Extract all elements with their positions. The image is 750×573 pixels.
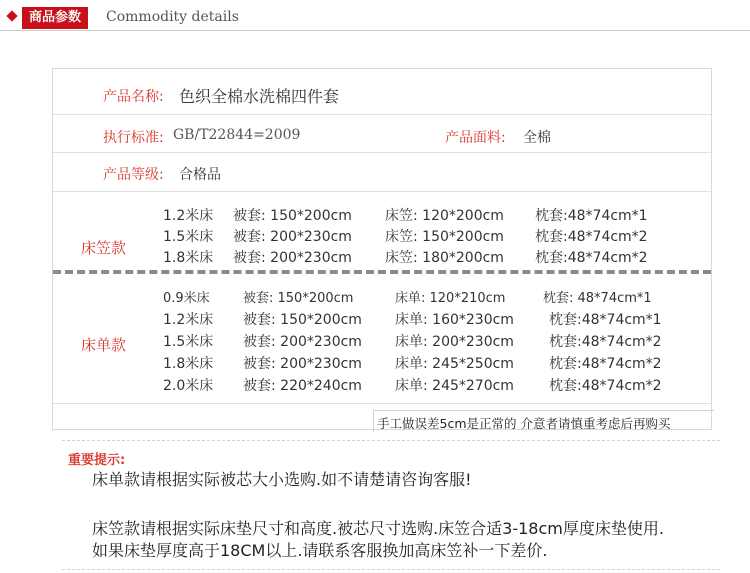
row-divider (53, 191, 711, 192)
row-divider (53, 152, 711, 153)
tips-box (62, 440, 720, 570)
standard-value: GB/T22844=2009 (173, 127, 301, 143)
fitted-size: 1.8米床 (163, 250, 214, 266)
fitted-quilt: 被套: 150*200cm (233, 208, 352, 224)
fitted-pillow: 枕套:48*74cm*2 (535, 229, 648, 245)
fitted-sheet: 床笠: 120*200cm (385, 208, 504, 224)
section-tag: 商品参数 (22, 7, 88, 29)
flat-sheet: 床单: 245*270cm (395, 378, 514, 394)
flat-pillow: 枕套: 48*74cm*1 (543, 291, 652, 306)
flat-pillow: 枕套:48*74cm*2 (549, 356, 662, 372)
flat-sheet: 床单: 120*210cm (395, 291, 506, 306)
fitted-size: 1.2米床 (163, 208, 214, 224)
standard-label: 执行标准: (103, 130, 164, 146)
fitted-label: 床笠款 (81, 239, 127, 257)
flat-size: 2.0米床 (163, 378, 214, 394)
grade-value: 合格品 (179, 167, 221, 183)
tolerance-note: 手工做误差5cm是正常的 介意者请慎重考虑后再购买 (377, 416, 671, 431)
flat-size: 0.9米床 (163, 291, 210, 306)
tip-line: 床单款请根据实际被芯大小选购.如不请楚请咨询客服! (92, 470, 472, 489)
header-divider (0, 30, 750, 31)
flat-quilt: 被套: 150*200cm (243, 312, 362, 328)
fabric-value: 全棉 (523, 130, 551, 146)
flat-size: 1.8米床 (163, 356, 214, 372)
flat-sheet: 床单: 200*230cm (395, 334, 514, 350)
flat-quilt: 被套: 200*230cm (243, 356, 362, 372)
name-label: 产品名称: (103, 89, 164, 105)
spec-panel (52, 68, 712, 430)
tip-line: 床笠款请根据实际床垫尺寸和高度.被芯尺寸选购.床笠合适3-18cm厚度床垫使用. (92, 519, 664, 538)
flat-quilt: 被套: 220*240cm (243, 378, 362, 394)
diamond-icon (6, 10, 17, 21)
tips-title: 重要提示: (68, 453, 126, 468)
fitted-sheet: 床笠: 180*200cm (385, 250, 504, 266)
flat-label: 床单款 (81, 336, 127, 354)
flat-pillow: 枕套:48*74cm*1 (549, 312, 662, 328)
section-subtitle: Commodity details (106, 9, 239, 25)
fabric-label: 产品面料: (445, 130, 506, 146)
flat-quilt: 被套: 150*200cm (243, 291, 354, 306)
flat-quilt: 被套: 200*230cm (243, 334, 362, 350)
section-header (0, 0, 750, 40)
section-dashed-divider (53, 270, 711, 274)
row-divider (53, 114, 711, 115)
fitted-quilt: 被套: 200*230cm (233, 250, 352, 266)
tip-line: 如果床垫厚度高于18CM以上.请联系客服换加高床笠补一下差价. (92, 541, 548, 560)
flat-size: 1.5米床 (163, 334, 214, 350)
flat-sheet: 床单: 160*230cm (395, 312, 514, 328)
flat-sheet: 床单: 245*250cm (395, 356, 514, 372)
fitted-pillow: 枕套:48*74cm*1 (535, 208, 648, 224)
fitted-sheet: 床笠: 150*200cm (385, 229, 504, 245)
flat-pillow: 枕套:48*74cm*2 (549, 378, 662, 394)
fitted-pillow: 枕套:48*74cm*2 (535, 250, 648, 266)
name-value: 色织全棉水洗棉四件套 (179, 87, 340, 106)
grade-label: 产品等级: (103, 167, 164, 183)
fitted-size: 1.5米床 (163, 229, 214, 245)
flat-pillow: 枕套:48*74cm*2 (549, 334, 662, 350)
row-divider (53, 403, 711, 404)
fitted-quilt: 被套: 200*230cm (233, 229, 352, 245)
flat-size: 1.2米床 (163, 312, 214, 328)
